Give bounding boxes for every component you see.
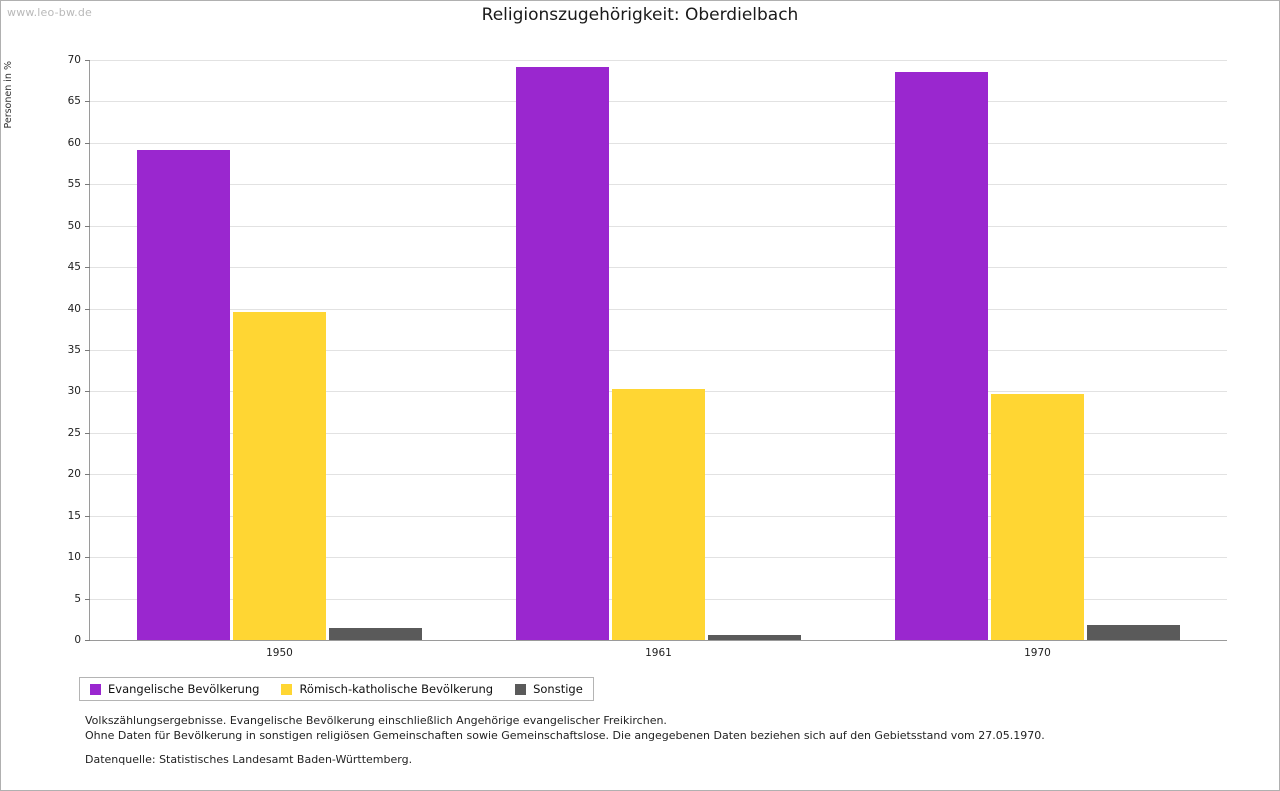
- legend-item[interactable]: [515, 682, 583, 696]
- x-axis-tick-label: 1961: [645, 647, 672, 659]
- y-axis-tick-label: 5: [74, 592, 81, 605]
- data-source-note: Datenquelle: Statistisches Landesamt Baden-Württemberg.: [85, 753, 413, 766]
- y-axis-tick-label: 45: [67, 261, 81, 274]
- bar-group: [469, 60, 848, 659]
- y-axis-tick-label: 15: [67, 509, 81, 522]
- legend-swatch-icon: [90, 684, 101, 695]
- bar[interactable]: [329, 628, 422, 640]
- y-axis-tick-label: 0: [74, 634, 81, 646]
- plot-area: [67, 54, 1227, 659]
- legend-item[interactable]: [90, 682, 259, 696]
- bar[interactable]: [516, 67, 609, 640]
- x-axis-tick-label: 1950: [266, 647, 293, 659]
- y-axis-tick-label: 20: [67, 468, 81, 481]
- y-axis-tick-label: 55: [67, 178, 81, 191]
- y-axis-tick-label: 10: [67, 551, 81, 564]
- y-axis-tick-label: 60: [67, 136, 81, 149]
- watermark-text: www.leo-bw.de: [7, 6, 93, 19]
- bar-group: [848, 60, 1227, 659]
- x-axis-tick-label: 1970: [1024, 647, 1051, 659]
- y-axis-tick-label: 70: [67, 54, 81, 66]
- legend-label: Evangelische Bevölkerung: [108, 682, 260, 696]
- bar[interactable]: [233, 312, 326, 640]
- y-axis-tick-label: 65: [67, 95, 81, 108]
- bar[interactable]: [991, 394, 1084, 640]
- legend: [79, 677, 594, 701]
- y-axis-tick-label: 40: [67, 302, 81, 315]
- y-axis-tick-label: 25: [67, 426, 81, 439]
- footnotes: [85, 713, 1045, 743]
- legend-item[interactable]: [281, 682, 493, 696]
- bar[interactable]: [1087, 625, 1180, 640]
- legend-swatch-icon: [281, 684, 292, 695]
- footnote-line: Volkszählungsergebnisse. Evangelische Bevölkerung einschließlich Angehörige evangelischer Freikirchen.: [85, 714, 667, 727]
- y-axis-tick-label: 30: [67, 385, 81, 398]
- legend-label: Sonstige: [533, 682, 583, 696]
- y-axis-tick-label: 50: [67, 219, 81, 232]
- bar-group: [90, 60, 469, 659]
- y-axis-tick-label: 35: [67, 344, 81, 356]
- bar[interactable]: [895, 72, 988, 640]
- y-axis-label: Personen in %: [3, 61, 14, 129]
- page-title: Religionszugehörigkeit: Oberdielbach: [481, 5, 799, 25]
- bar[interactable]: [137, 150, 230, 640]
- legend-swatch-icon: [515, 684, 526, 695]
- footnote-line: Ohne Daten für Bevölkerung in sonstigen religiösen Gemeinschaften sowie Gemeinschaftslose. Die angegebenen Daten beziehen sich auf den Gebietsstand vom 27.05.1970.: [85, 729, 1045, 742]
- bar[interactable]: [612, 389, 705, 640]
- legend-label: Römisch-katholische Bevölkerung: [299, 682, 494, 696]
